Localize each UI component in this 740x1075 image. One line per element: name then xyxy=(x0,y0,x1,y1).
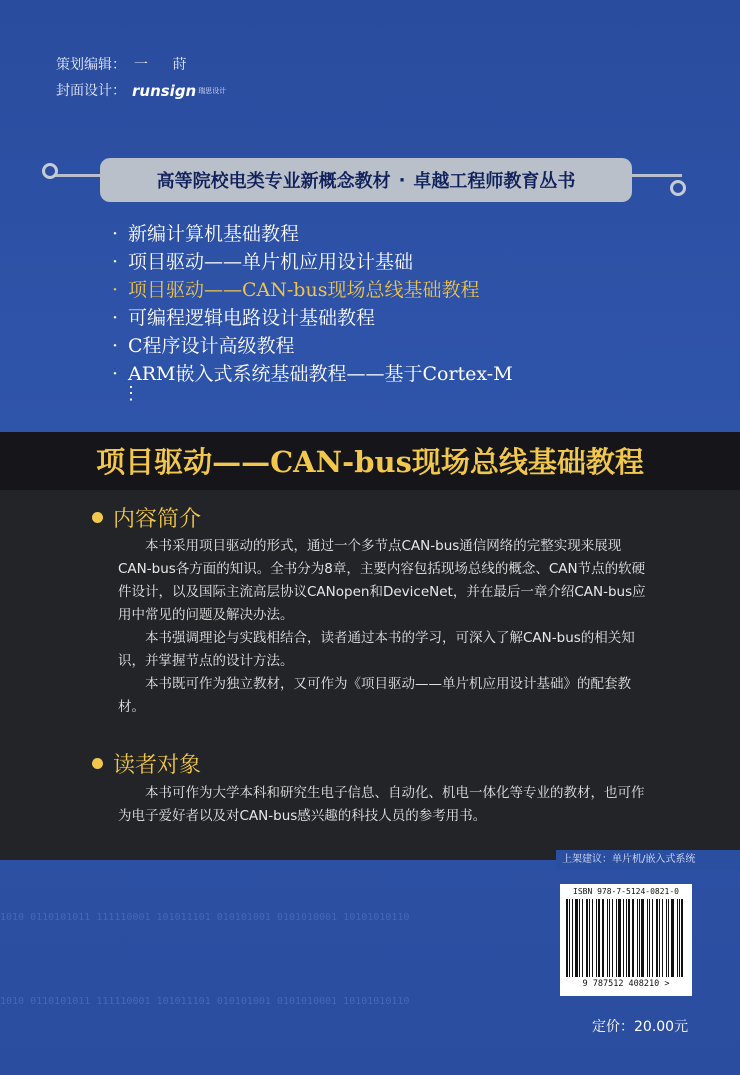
book-title: 项目驱动——CAN-bus现场总线基础教程 xyxy=(96,445,644,479)
barcode-bar xyxy=(572,899,573,977)
barcode-bar xyxy=(598,899,601,977)
barcode-bar xyxy=(575,899,578,977)
barcode-bar xyxy=(618,899,621,977)
editor-row xyxy=(56,52,226,78)
book-item: · ARM嵌入式系统基础教程——基于Cortex-M xyxy=(112,363,513,385)
barcode-bar xyxy=(602,899,604,977)
barcode-bar xyxy=(647,899,648,977)
book-item: · 项目驱动——单片机应用设计基础 xyxy=(112,251,414,273)
barcode-bar xyxy=(641,899,644,977)
audience-text xyxy=(118,782,654,828)
barcode-bar xyxy=(671,899,674,977)
barcode-bar xyxy=(582,899,584,977)
binary-decoration: 1010 0110101011 111110001 101011101 010101001 0101010001 10101010110 xyxy=(0,996,410,1007)
barcode-bar xyxy=(623,899,624,977)
barcode-bar xyxy=(639,899,640,977)
binary-decoration: 1010 0110101011 111110001 101011101 010101001 0101010001 10101010110 xyxy=(0,912,410,923)
intro-paragraph: 本书强调理论与实践相结合，读者通过本书的学习，可深入了解CAN-bus的相关知识，并掌握节点的设计方法。 xyxy=(118,630,635,669)
barcode-bar xyxy=(566,899,568,977)
series-name: 高等院校电类专业新概念教材 xyxy=(156,171,391,192)
intro-text xyxy=(118,535,654,719)
barcode-bar xyxy=(579,899,580,977)
book-item: · C程序设计高级教程 xyxy=(112,335,295,357)
bullet-dot-icon xyxy=(92,512,103,523)
bullet-dot-icon xyxy=(92,758,103,769)
audience-paragraph: 本书可作为大学本科和研究生电子信息、自动化、机电一体化等专业的教材，也可作为电子爱好者以及对CAN-bus感兴趣的科技人员的参考用书。 xyxy=(118,785,645,824)
barcode-bar xyxy=(662,899,663,977)
barcode-bar xyxy=(589,899,590,977)
book-list xyxy=(112,220,513,404)
barcode-bar xyxy=(668,899,670,977)
isbn-text: ISBN 978-7-5124-0821-0 xyxy=(573,887,679,896)
audience-heading: 读者对象 xyxy=(92,748,201,779)
barcode-bar xyxy=(649,899,650,977)
book-item: · 新编计算机基础教程 xyxy=(112,223,300,245)
barcode-bar xyxy=(679,899,680,977)
barcode-bar xyxy=(612,899,614,977)
barcode-bar xyxy=(656,899,658,977)
series-dot: · xyxy=(398,169,406,191)
barcode-bar xyxy=(596,899,597,977)
runsign-logo: runsign xyxy=(132,82,197,100)
barcode-bar xyxy=(586,899,588,977)
intro-paragraph: 本书采用项目驱动的形式，通过一个多节点CAN-bus通信网络的完整实现来展现CAN-bus各方面的知识。全书分为8章，主要内容包括现场总线的概念、CAN节点的软硬件设计，以及国际主流高层协议CANopen和DeviceNet，并在最后一章介绍CAN-bus应用中常见的问题及解决办法。 xyxy=(118,538,646,623)
runsign-logo-sub: 瑞思设计 xyxy=(198,87,227,95)
ring-right-icon xyxy=(670,180,686,196)
barcode-bar xyxy=(637,899,638,977)
editor-name: 一 莳 xyxy=(134,57,197,73)
barcode-bar xyxy=(659,899,660,977)
book-item-current: · 项目驱动——CAN-bus现场总线基础教程 xyxy=(112,279,480,301)
ring-left-icon xyxy=(42,163,58,179)
barcode-bar xyxy=(569,899,570,977)
barcode-bars xyxy=(566,899,686,977)
series-subname: 卓越工程师教育丛书 xyxy=(413,171,576,192)
barcode-bar xyxy=(666,899,667,977)
shelf-suggestion: 上架建议：单片机/嵌入式系统 xyxy=(556,850,740,870)
intro-paragraph: 本书既可作为独立教材，又可作为《项目驱动——单片机应用设计基础》的配套教材。 xyxy=(118,676,631,715)
cover-design-row xyxy=(56,78,226,104)
editor-label: 策划编辑： xyxy=(56,57,126,73)
barcode-bar xyxy=(607,899,608,977)
barcode-bar xyxy=(632,899,634,977)
barcode-bar xyxy=(652,899,654,977)
credits xyxy=(56,52,226,104)
book-item: · 可编程逻辑电路设计基础教程 xyxy=(112,307,376,329)
series-banner xyxy=(100,158,632,202)
barcode-digits: 9 787512 408210 > xyxy=(582,979,670,989)
price: 定价：20.00元 xyxy=(592,1019,689,1035)
barcode xyxy=(560,884,692,996)
barcode-bar xyxy=(677,899,678,977)
barcode-bar xyxy=(616,899,617,977)
barcode-bar xyxy=(609,899,610,977)
barcode-bar xyxy=(628,899,630,977)
barcode-bar xyxy=(681,899,683,977)
more-ellipsis-icon: ⋮ xyxy=(122,383,140,404)
intro-heading: 内容简介 xyxy=(92,502,201,533)
barcode-bar xyxy=(626,899,627,977)
barcode-bar xyxy=(592,899,593,977)
cover-design-label: 封面设计： xyxy=(56,83,126,99)
